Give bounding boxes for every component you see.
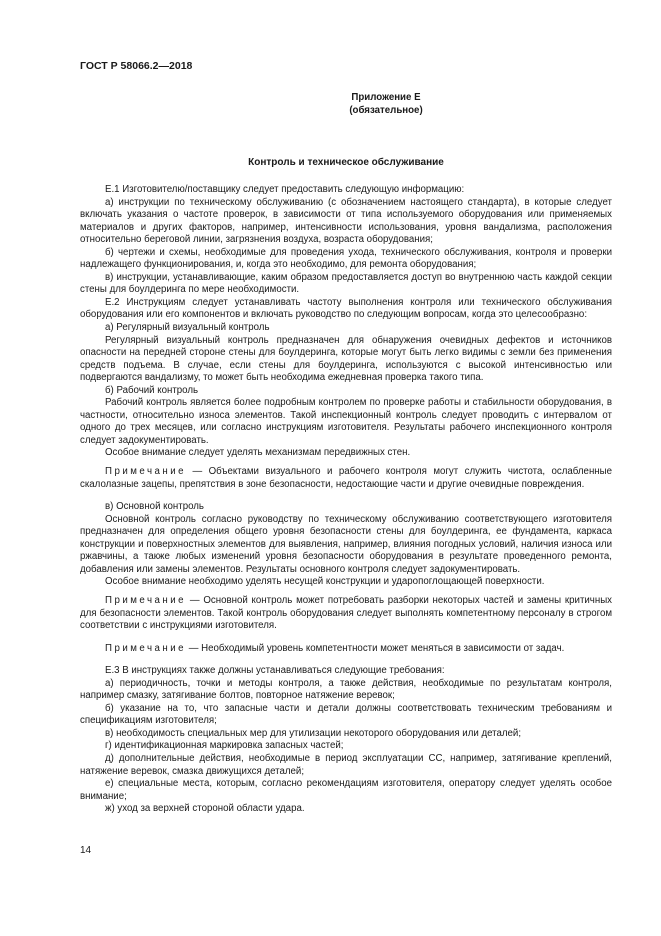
clause-e1: Е.1 Изготовителю/поставщику следует предоставить следующую информацию: [105,184,465,195]
note-2 [80,595,612,633]
note-text: — Необходимый уровень компетентности может меняться в зависимости от задач. [186,642,565,654]
list-item: е) специальные места, которым, согласно рекомендациям изготовителя, оператору следует уделять особое внимание; [80,778,612,802]
section-title: Контроль и техническое обслуживание [248,157,444,168]
clause-e2: Е.2 Инструкциям следует устанавливать частоту выполнения контроля или технического обслуживания оборудования или его компонентов и включать руководство по следующим вопросам, когда это целесообразно: [80,296,612,321]
note-text: — Основной контроль может потребовать разборки некоторых частей и замены критичных для безопасности элементов. Такой контроль оборудования следует выполнять компетентному персоналу в строгом соответствии с инструкциями изготовителя. [80,594,612,632]
page-number: 14 [80,845,92,856]
appendix-status: (обязательное) [349,105,423,116]
document-body [80,184,612,816]
note-3 [80,643,612,656]
list-item: б) указание на то, что запасные части и детали должны соответствовать техническим требованиям и спецификациям изготовителя; [80,702,612,727]
paragraph: Особое внимание необходимо уделять несущей конструкции и ударопоглощающей поверхности. [105,576,545,588]
list-item: д) дополнительные действия, необходимые в период эксплуатации СС, например, затягивание креплений, натяжение веревок, смазка движущихся деталей; [80,752,612,777]
paragraph: Регулярный визуальный контроль предназначен для обнаружения очевидных дефектов и источников опасности на передней стороне стены для боулдеринга, которые могут быть легко видимы с земли без применения средств подъема. В случае, если стены для боулдеринга, используются с высокой интенсивностью или подвергаются вандализму, то может быть необходима ежедневная проверка такого типа. [80,334,612,384]
paragraph: Основной контроль согласно руководству по техническому обслуживанию соответствующего изготовителя предназначен для определения общего уровня безопасности стены для боулдеринга, ее фундамента, каркаса конструкции и поверхностных элементов для выявления, например, влияния погодных условий, наличия износа или ржавчины, а также любых изменений уровня безопасности оборудования в результате проведенного ремонта, добавления или замены элементов. Результаты основного контроля следует задокументировать. [80,513,612,575]
standard-number: ГОСТ Р 58066.2—2018 [80,60,193,72]
subheading-main-control: в) Основной контроль [105,501,204,513]
paragraph: Рабочий контроль является более подробным контролем по проверке работы и стабильности оборудования, в частности, относительно износа элементов. Такой инспекционный контроль следует проводить с интервалом от одного до трех месяцев, или согласно инструкциям изготовителя. Результаты рабочего инспекционного контроля следует задокументировать. [80,397,612,446]
list-item: б) чертежи и схемы, необходимые для проведения ухода, технического обслуживания, контроля и проверки надлежащего функционирования, и, когда это необходимо, для ремонта оборудования; [80,246,612,271]
appendix-title: Приложение Е [351,92,421,103]
list-item: ж) уход за верхней стороной области удара. [105,803,305,815]
list-item: г) идентификационная маркировка запасных частей; [105,740,344,752]
note-label: Примечание [105,466,187,478]
subheading-visual-control: а) Регулярный визуальный контроль [105,322,270,334]
note-label: Примечание [105,594,187,606]
note-1 [80,466,612,491]
list-item: а) периодичность, точки и методы контроля, а также действия, необходимые по результатам контроля, например смазку, затягивание болтов, повторное натяжение веревок; [80,677,612,702]
list-item: в) инструкции, устанавливающие, каким образом предоставляется доступ во внутреннюю часть каждой секции стены для боулдеринга по мере необходимости. [80,271,612,296]
clause-e3: Е.3 В инструкциях также должны устанавливаться следующие требования: [105,665,445,677]
list-item: в) необходимость специальных мер для утилизации некоторого оборудования или деталей; [105,727,522,739]
list-item: а) инструкции по техническому обслуживанию (с обозначением настоящего стандарта), в которые следует включать указания о частоте проверок, в зависимости от типа используемого оборудования или применяемых материалов и других факторов, например, интенсивности использования, уровня вандализма, расположения относительно береговой линии, загрязнения воздуха, возраста оборудования; [80,196,612,246]
note-label: Примечание [105,642,187,654]
subheading-operational-control: б) Рабочий контроль [105,384,199,396]
note-text: — Объектами визуального и рабочего контроля могут служить чистота, ослабленные скалолазные зацепы, препятствия в зоне безопасности, недостающие части и другие очевидные повреждения. [80,466,612,490]
appendix-heading [80,91,612,117]
paragraph: Особое внимание следует уделять механизмам передвижных стен. [105,447,411,459]
